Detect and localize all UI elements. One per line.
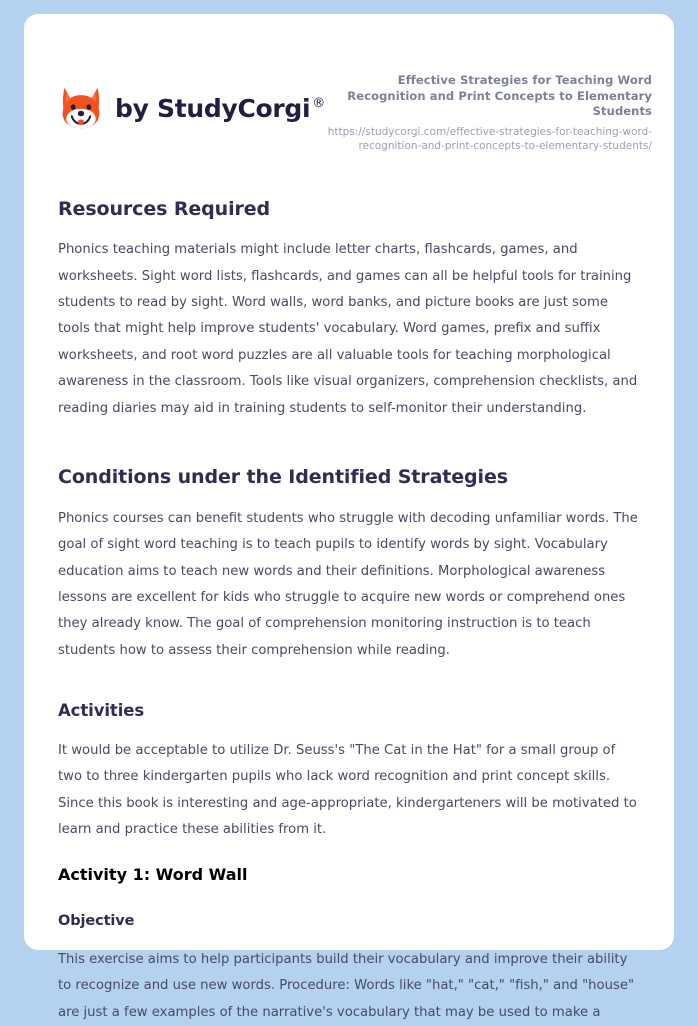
brand-name-text: by StudyCorgi (115, 93, 311, 123)
corgi-face-icon (58, 85, 104, 131)
document-page-card (24, 14, 674, 1020)
document-body (24, 198, 674, 1026)
registered-trademark-icon: ® (312, 96, 325, 112)
paragraph-activities: It would be acceptable to utilize Dr. Seuss's "The Cat in the Hat" for a small group of two to three kindergarten pupils who lack word recognition and print concept skills. Since this book is interesting and age-appropriate, kindergarteners will be motivated to learn and practice these abilities from it. (58, 742, 637, 838)
brand-lockup (58, 71, 325, 131)
section-heading-activities: Activities (58, 701, 145, 721)
source-url[interactable]: https://studycorgi.com/effective-strategies-for-teaching-word-recognition-and-print-concepts-to-elementary-students/ (327, 125, 652, 153)
header-meta (325, 71, 652, 154)
paragraph-objective: This exercise aims to help participants build their vocabulary and improve their ability to recognize and use new words. Procedure: Words like "hat," "cat," "fish," and "house" are just a few examples of the narrative's vocabulary that may be used to make a (58, 951, 635, 1020)
section-heading-conditions: Conditions under the Identified Strategies (58, 466, 508, 489)
document-header (24, 14, 674, 154)
paragraph-resources-required: Phonics teaching materials might include letter charts, flashcards, games, and worksheets. Sight word lists, flashcards, and games can all be helpful tools for training students to read by sight. Word walls, word banks, and picture books are just some tools that might help improve students' vocabulary. Word games, prefix and suffix worksheets, and root word puzzles are all valuable tools for teaching morphological awareness in the classroom. Tools like visual organizers, comprehension checklists, and reading diaries may aid in training students to self-monitor their understanding. (58, 242, 638, 416)
page-title: Effective Strategies for Teaching Word Recognition and Print Concepts to Elementary Students (347, 73, 652, 119)
section-heading-objective: Objective (58, 912, 135, 929)
section-heading-activity-1-word-wall: Activity 1: Word Wall (58, 864, 248, 884)
section-heading-resources-required: Resources Required (58, 197, 271, 220)
brand-wordmark (115, 94, 325, 123)
paragraph-conditions: Phonics courses can benefit students who struggle with decoding unfamiliar words. The goal of sight word teaching is to teach pupils to identify words by sight. Vocabulary education aims to teach new words and their definitions. Morphological awareness lessons are excellent for kids who struggle to acquire new words or comprehend ones they already know. The goal of comprehension monitoring instruction is to teach students how to assess their comprehension while reading. (58, 510, 638, 658)
